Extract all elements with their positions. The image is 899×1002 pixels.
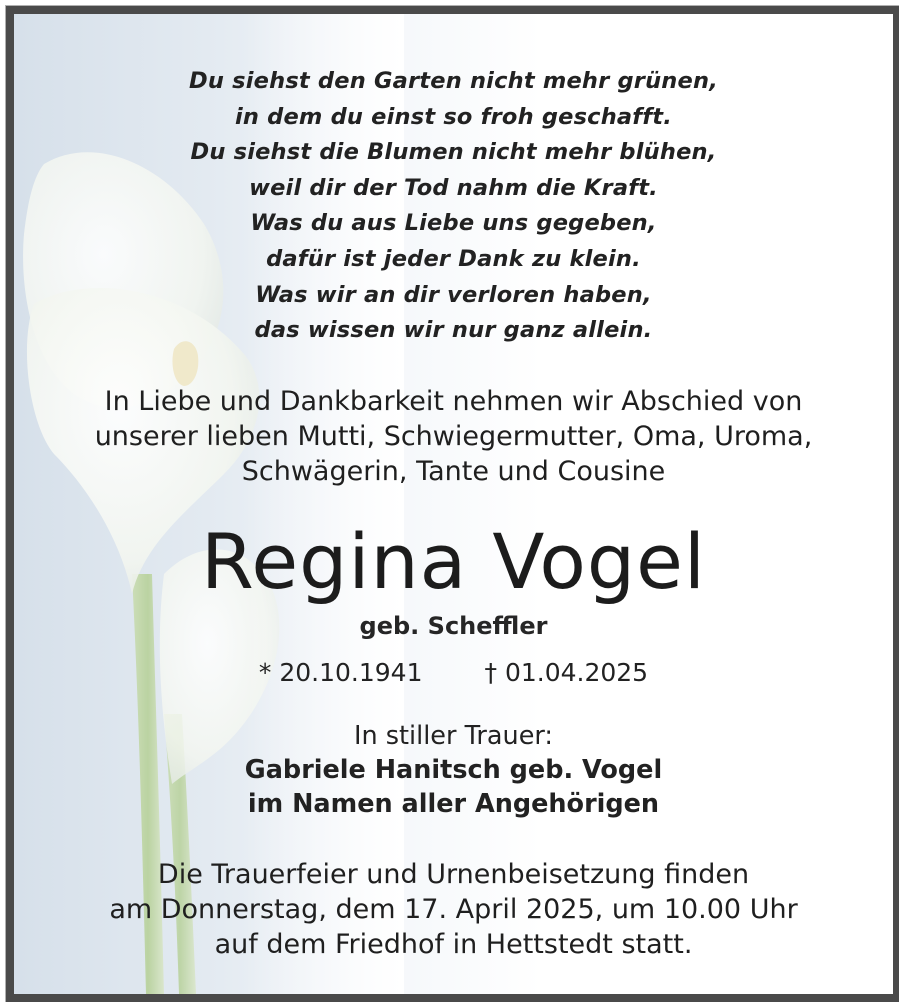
poem-line: Was wir an dir verloren haben,: [255, 281, 652, 308]
life-dates: [14, 656, 893, 690]
funeral-notice: [14, 857, 893, 962]
intro-line: Schwägerin, Tante und Cousine: [241, 456, 666, 487]
obituary-content: [14, 14, 893, 994]
poem-line: das wissen wir nur ganz allein.: [254, 317, 653, 344]
funeral-line: am Donnerstag, dem 17. April 2025, um 10.00 Uhr: [109, 894, 798, 925]
poem-line: Was du aus Liebe uns gegeben,: [250, 210, 657, 237]
mourner-name: Gabriele Hanitsch geb. Vogel: [244, 755, 663, 785]
intro-line: unserer lieben Mutti, Schwiegermutter, Oma, Uroma,: [94, 421, 813, 452]
mourners-heading: In stiller Trauer:: [353, 721, 554, 751]
poem-line: Du siehst die Blumen nicht mehr blühen,: [190, 139, 717, 166]
mourners-block: [14, 719, 893, 821]
birth-date: * 20.10.1941: [258, 658, 423, 687]
birth-name: geb. Scheffler: [359, 612, 548, 640]
poem-line: Du siehst den Garten nicht mehr grünen,: [189, 68, 718, 94]
memorial-poem: [14, 64, 893, 349]
obituary-frame: [6, 6, 899, 1002]
poem-line: dafür ist jeder Dank zu klein.: [266, 245, 641, 272]
death-date: † 01.04.2025: [484, 658, 649, 687]
poem-line: weil dir der Tod nahm die Kraft.: [249, 174, 658, 201]
farewell-intro: [14, 384, 893, 489]
poem-line: in dem du einst so froh geschafft.: [235, 103, 672, 130]
intro-line: In Liebe und Dankbarkeit nehmen wir Abschied von: [104, 386, 803, 417]
funeral-line: Die Trauerfeier und Urnenbeisetzung finden: [157, 859, 750, 890]
deceased-name: Regina Vogel: [200, 517, 707, 606]
funeral-line: auf dem Friedhof in Hettstedt statt.: [214, 929, 693, 960]
mourner-relatives: im Namen aller Angehörigen: [247, 789, 660, 819]
